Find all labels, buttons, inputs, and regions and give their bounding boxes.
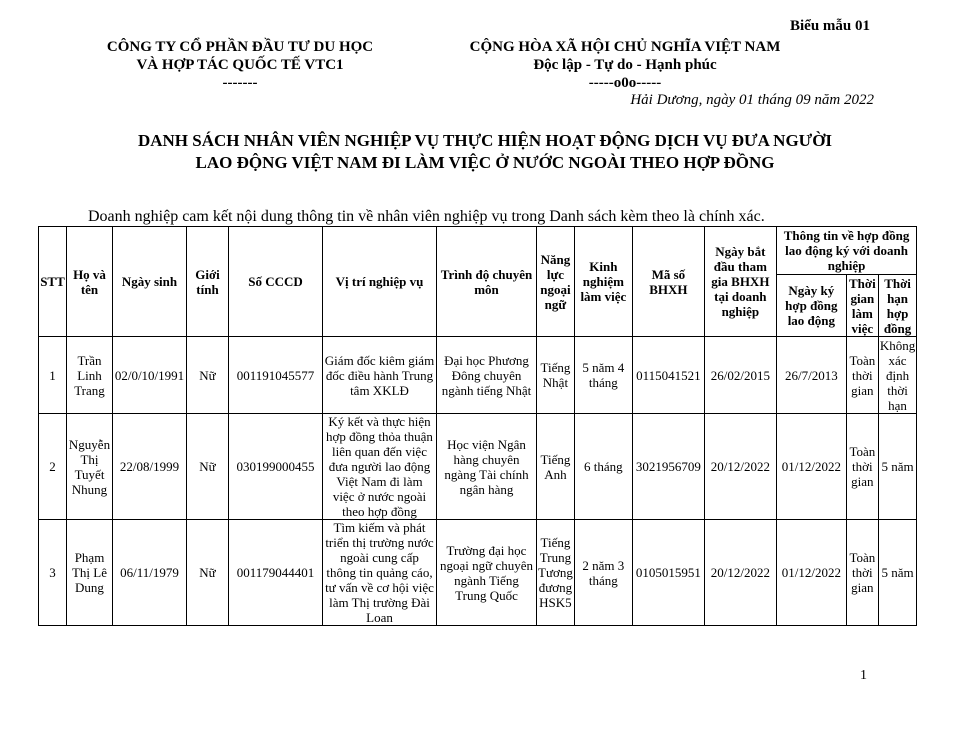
table-header-row: [39, 227, 917, 275]
form-id: Biểu mẫu 01: [789, 18, 870, 34]
cell-bhxh-start: 20/12/2022: [704, 414, 776, 520]
header-name: Họ và tên: [67, 227, 113, 337]
cell-bhxh: 0115041521: [632, 337, 704, 414]
cell-language: Tiếng Trung Tương đương HSK5: [537, 520, 575, 626]
company-name-line2: VÀ HỢP TÁC QUỐC TẾ VTC1: [136, 57, 344, 73]
cell-position: Giám đốc kiêm giám đốc điều hành Trung tâm XKLĐ: [323, 337, 437, 414]
header-work-time: Thời gian làm việc: [846, 275, 878, 337]
header-contract-term: Thời hạn hợp đồng: [878, 275, 916, 337]
cell-experience: 5 năm 4 tháng: [574, 337, 632, 414]
company-name-line1: CÔNG TY CỔ PHẦN ĐẦU TƯ DU HỌC: [106, 39, 374, 55]
cell-education: Trường đại học ngoại ngữ chuyên ngành Tiếng Trung Quốc: [437, 520, 537, 626]
cell-cccd: 001179044401: [229, 520, 323, 626]
cell-contract-term: 5 năm: [878, 414, 916, 520]
header-contract-date: Ngày ký hợp đồng lao động: [776, 275, 846, 337]
table-row: [39, 520, 917, 626]
table-row: [39, 414, 917, 520]
header-stt: STT: [39, 227, 67, 337]
cell-position: Ký kết và thực hiện hợp đồng thỏa thuận liên quan đến việc đưa người lao động Việt Nam đi làm việc ở nước ngoài theo hợp đồng: [323, 414, 437, 520]
cell-contract-date: 01/12/2022: [776, 520, 846, 626]
cell-contract-date: 26/7/2013: [776, 337, 846, 414]
header-education: Trình độ chuyên môn: [437, 227, 537, 337]
cell-gender: Nữ: [187, 520, 229, 626]
cell-language: Tiếng Nhật: [537, 337, 575, 414]
cell-name: Nguyễn Thị Tuyết Nhung: [67, 414, 113, 520]
header-contract-group: Thông tin về hợp đồng lao động ký với doanh nghiệp: [776, 227, 916, 275]
cell-name: Phạm Thị Lê Dung: [67, 520, 113, 626]
cell-experience: 2 năm 3 tháng: [574, 520, 632, 626]
header-bhxh: Mã số BHXH: [632, 227, 704, 337]
cell-bhxh-start: 26/02/2015: [704, 337, 776, 414]
cell-work-time: Toàn thời gian: [846, 520, 878, 626]
cell-cccd: 001191045577: [229, 337, 323, 414]
cell-stt: 1: [39, 337, 67, 414]
cell-experience: 6 tháng: [574, 414, 632, 520]
cell-work-time: Toàn thời gian: [846, 414, 878, 520]
cell-contract-term: 5 năm: [878, 520, 916, 626]
place-date: Hải Dương, ngày 01 tháng 09 năm 2022: [630, 92, 874, 108]
cell-dob: 06/11/1979: [113, 520, 187, 626]
table-row: [39, 337, 917, 414]
company-header: [80, 38, 400, 92]
header-cccd: Số CCCD: [229, 227, 323, 337]
national-header: [440, 38, 810, 92]
staff-table: [38, 226, 917, 626]
cell-stt: 3: [39, 520, 67, 626]
cell-gender: Nữ: [187, 337, 229, 414]
cell-bhxh-start: 20/12/2022: [704, 520, 776, 626]
page-number: 1: [860, 668, 867, 683]
national-motto: Độc lập - Tự do - Hạnh phúc: [533, 57, 717, 73]
national-title: CỘNG HÒA XÃ HỘI CHỦ NGHĨA VIỆT NAM: [469, 39, 781, 55]
header-gender: Giới tính: [187, 227, 229, 337]
cell-bhxh: 0105015951: [632, 520, 704, 626]
cell-name: Trần Linh Trang: [67, 337, 113, 414]
commitment-statement: Doanh nghiệp cam kết nội dung thông tin về nhân viên nghiệp vụ trong Danh sách kèm theo là chính xác.: [88, 208, 765, 225]
company-separator: -------: [222, 75, 258, 91]
title-line1: DANH SÁCH NHÂN VIÊN NGHIỆP VỤ THỰC HIỆN HOẠT ĐỘNG DỊCH VỤ ĐƯA NGƯỜI: [137, 131, 833, 150]
cell-education: Học viện Ngân hàng chuyên ngàng Tài chính ngân hàng: [437, 414, 537, 520]
cell-cccd: 030199000455: [229, 414, 323, 520]
cell-position: Tìm kiếm và phát triển thị trường nước ngoài cung cấp thông tin quảng cáo, tư vấn về cơ hội việc làm Thị trường Đài Loan: [323, 520, 437, 626]
cell-dob: 22/08/1999: [113, 414, 187, 520]
cell-bhxh: 3021956709: [632, 414, 704, 520]
cell-work-time: Toàn thời gian: [846, 337, 878, 414]
header-dob: Ngày sinh: [113, 227, 187, 337]
cell-contract-term: Không xác định thời hạn: [879, 337, 916, 413]
cell-dob: 02/0/10/1991: [113, 337, 187, 414]
document-title: [60, 130, 910, 174]
cell-gender: Nữ: [187, 414, 229, 520]
cell-education: Đại học Phương Đông chuyên ngành tiếng Nhật: [437, 337, 537, 414]
header-language: Năng lực ngoại ngữ: [537, 227, 575, 337]
title-line2: LAO ĐỘNG VIỆT NAM ĐI LÀM VIỆC Ở NƯỚC NGOÀI THEO HỢP ĐỒNG: [195, 153, 775, 172]
cell-stt: 2: [39, 414, 67, 520]
national-separator: -----o0o-----: [588, 75, 662, 91]
header-experience: Kinh nghiệm làm việc: [574, 227, 632, 337]
header-bhxh-start: Ngày bắt đầu tham gia BHXH tại doanh nghiệp: [704, 227, 776, 337]
header-position: Vị trí nghiệp vụ: [323, 227, 437, 337]
cell-contract-date: 01/12/2022: [776, 414, 846, 520]
cell-language: Tiếng Anh: [537, 414, 575, 520]
